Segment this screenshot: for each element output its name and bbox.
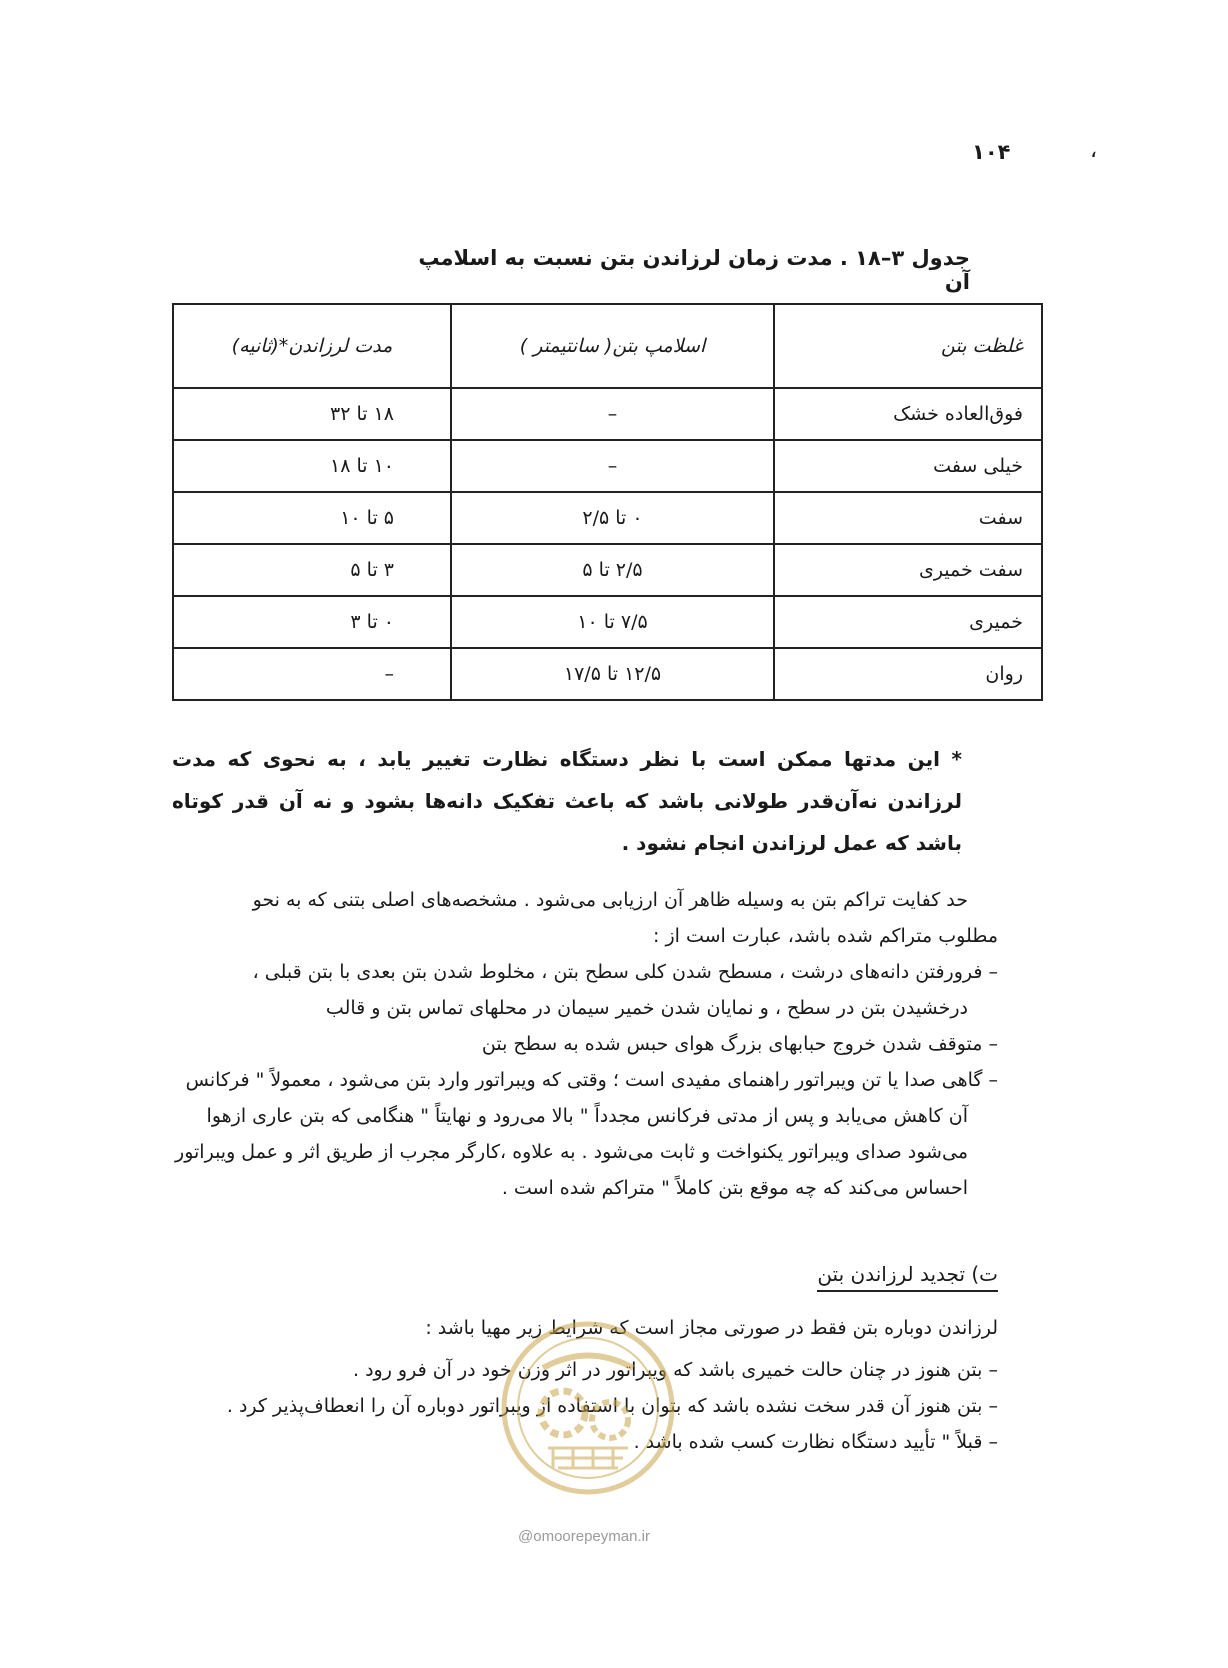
cell-consistency: فوق‌العاده خشک bbox=[774, 388, 1042, 440]
revibration-bullet: – بتن هنوز در چنان حالت خمیری باشد که ویبراتور در اثر وزن خود در آن فرو رود . bbox=[352, 1359, 998, 1381]
cell-duration: ۱۰ تا ۱۸ bbox=[173, 440, 451, 492]
revibration-bullet: – قبلاً " تأیید دستگاه نظارت کسب شده باشد . bbox=[633, 1431, 998, 1453]
compaction-line: حد کفایت تراکم بتن به وسیله ظاهر آن ارزیابی می‌شود . مشخصه‌های اصلی بتنی که به نحو bbox=[252, 889, 968, 911]
section-heading-text: ت) تجدید لرزاندن بتن bbox=[817, 1262, 998, 1292]
cell-consistency: خیلی سفت bbox=[774, 440, 1042, 492]
table-row bbox=[173, 440, 1042, 492]
cell-slump: ۱۲/۵ تا ۱۷/۵ bbox=[451, 648, 774, 700]
header-consistency: غلظت بتن bbox=[774, 304, 1042, 388]
cell-consistency: خمیری bbox=[774, 596, 1042, 648]
cell-slump: ۲/۵ تا ۵ bbox=[451, 544, 774, 596]
table-row bbox=[173, 596, 1042, 648]
seal-icon bbox=[498, 1318, 678, 1498]
vibration-table bbox=[172, 303, 1043, 701]
table-row bbox=[173, 544, 1042, 596]
cell-consistency: سفت خمیری bbox=[774, 544, 1042, 596]
corner-mark: ، bbox=[1090, 138, 1098, 163]
table-row bbox=[173, 648, 1042, 700]
revibration-bullet: – بتن هنوز آن قدر سخت نشده باشد که بتوان با استفاده از ویبراتور دوباره آن را انعطاف‌پذیر کرد . bbox=[226, 1395, 998, 1417]
watermark-text: @omoorepeyman.ir bbox=[518, 1528, 650, 1545]
cell-slump: ۷/۵ تا ۱۰ bbox=[451, 596, 774, 648]
header-duration: مدت لرزاندن*(ثانیه) bbox=[173, 304, 451, 388]
table-row bbox=[173, 388, 1042, 440]
cell-duration: ۳ تا ۵ bbox=[173, 544, 451, 596]
table-footnote: * این مدتها ممکن است با نظر دستگاه نظارت تغییر یابد ، به نحوی که مدت لرزاندن نه‌آن‌قدر طولانی باشد که باعث تفکیک دانه‌ها بشود و نه آن قدر کوتاه باشد که عمل لرزاندن انجام نشود . bbox=[172, 747, 962, 855]
compaction-line: مطلوب متراکم شده باشد، عبارت است از : bbox=[653, 925, 998, 947]
table-caption: جدول ۳–۱۸ . مدت زمان لرزاندن بتن نسبت به اسلامپ آن bbox=[418, 246, 970, 294]
cell-duration: ۱۸ تا ۳۲ bbox=[173, 388, 451, 440]
cell-consistency: روان bbox=[774, 648, 1042, 700]
cell-duration: ۰ تا ۳ bbox=[173, 596, 451, 648]
section-heading bbox=[760, 1262, 998, 1286]
header-slump: اسلامپ بتن( سانتیمتر ) bbox=[451, 304, 774, 388]
cell-slump: – bbox=[451, 440, 774, 492]
compaction-paragraph bbox=[160, 882, 998, 1206]
cell-duration: – bbox=[173, 648, 451, 700]
compaction-line: احساس می‌کند که چه موقع بتن کاملاً " متراکم شده است . bbox=[501, 1177, 968, 1199]
table-row bbox=[173, 492, 1042, 544]
compaction-line: می‌شود صدای ویبراتور یکنواخت و ثابت می‌شود . به علاوه ،کارگر مجرب از طریق اثر و عمل ویبراتور bbox=[175, 1141, 968, 1163]
cell-slump: ۰ تا ۲/۵ bbox=[451, 492, 774, 544]
compaction-bullet: – متوقف شدن خروج حبابهای بزرگ هوای حبس شده به سطح بتن bbox=[481, 1033, 998, 1055]
compaction-line: آن کاهش می‌یابد و پس از مدتی فرکانس مجدداً " بالا می‌رود و نهایتاً " هنگامی که بتن عاری ازهوا bbox=[206, 1105, 968, 1127]
cell-consistency: سفت bbox=[774, 492, 1042, 544]
revibration-line: لرزاندن دوباره بتن فقط در صورتی مجاز است که شرایط زیر مهیا باشد : bbox=[425, 1317, 998, 1339]
compaction-bullet: – گاهی صدا یا تن ویبراتور راهنمای مفیدی است ؛ وقتی که ویبراتور وارد بتن می‌شود ، معمولاً " فرکانس bbox=[185, 1069, 998, 1091]
compaction-line: درخشیدن بتن در سطح ، و نمایان شدن خمیر سیمان در محلهای تماس بتن و قالب bbox=[325, 997, 968, 1019]
cell-duration: ۵ تا ۱۰ bbox=[173, 492, 451, 544]
cell-slump: – bbox=[451, 388, 774, 440]
table-header-row bbox=[173, 304, 1042, 388]
compaction-bullet: – فرورفتن دانه‌های درشت ، مسطح شدن کلی سطح بتن ، مخلوط شدن بتن بعدی با بتن قبلی ، bbox=[252, 961, 998, 983]
page-number: ۱۰۴ bbox=[972, 140, 1011, 164]
